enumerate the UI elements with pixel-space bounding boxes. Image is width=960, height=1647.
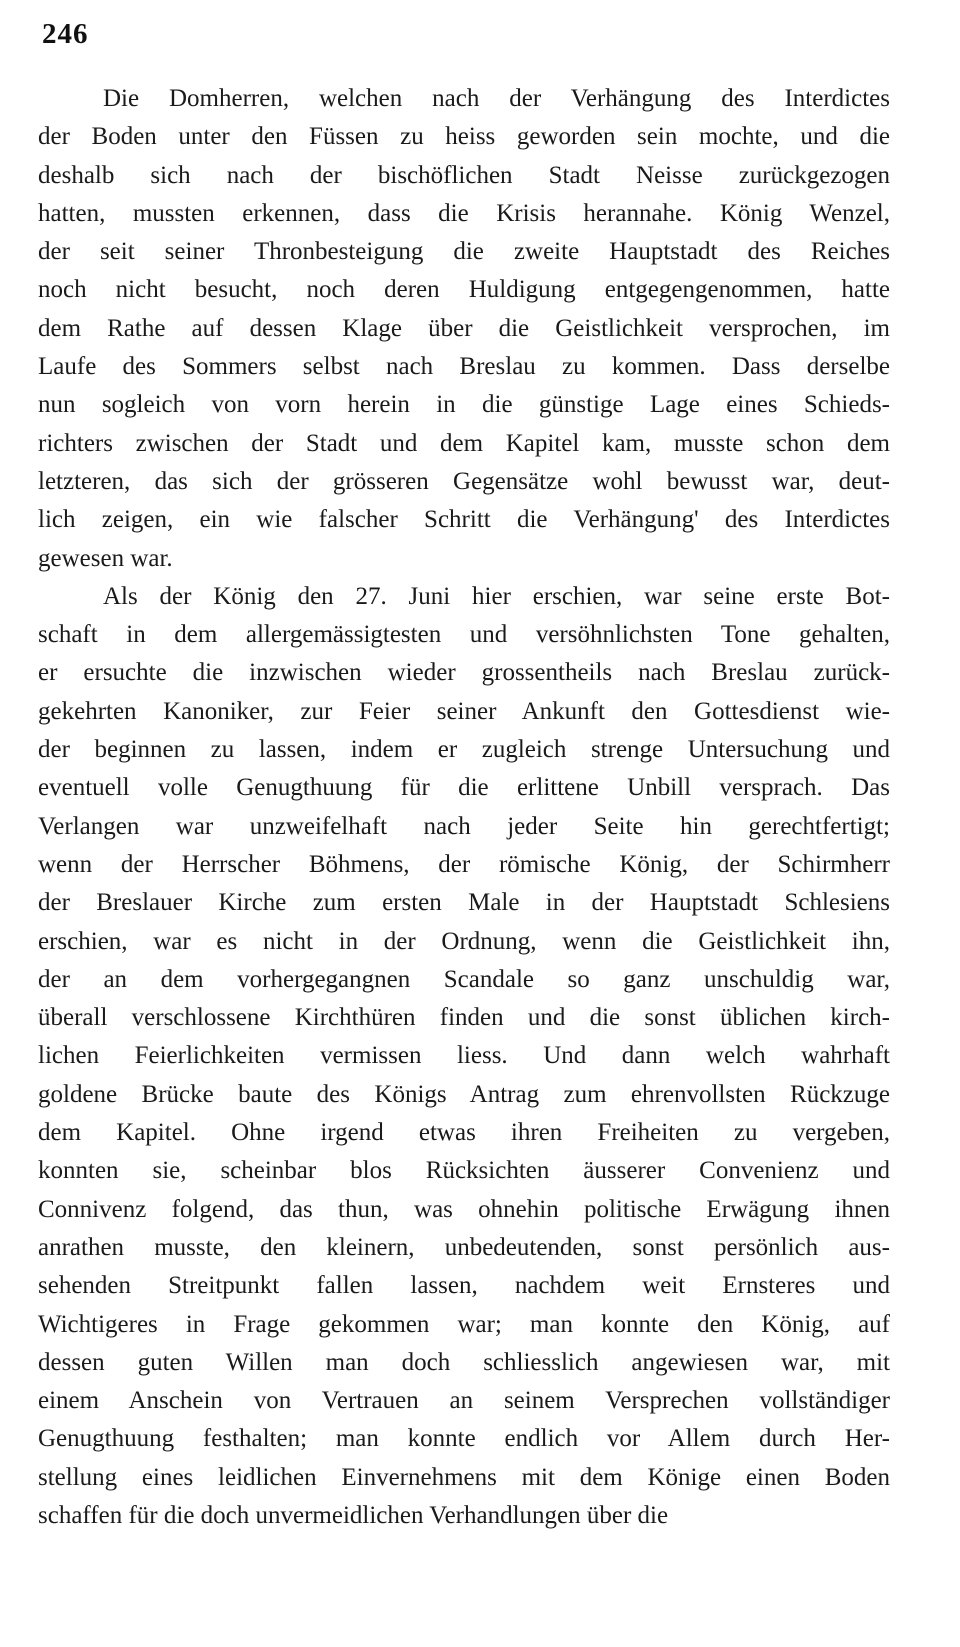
text-line: [38, 1459, 890, 1497]
text-line: [38, 233, 890, 271]
text-line: [38, 693, 890, 731]
text-line: [38, 884, 890, 922]
text-line-content: der seit seiner Thronbesteigung die zweite Hauptstadt des Reiches: [38, 238, 890, 266]
text-line-content: wenn der Herrscher Böhmens, der römische König, der Schirmherr: [38, 850, 890, 878]
text-line-content: goldene Brücke baute des Königs Antrag zum ehrenvollsten Rückzuge: [38, 1080, 890, 1108]
text-line-content: gewesen war.: [38, 544, 173, 572]
body-text: [38, 80, 890, 1535]
text-line: [38, 1152, 890, 1190]
text-line-content: letzteren, das sich der grösseren Gegensätze wohl bewusst war, deut-: [38, 467, 890, 495]
text-line-content: dem Rathe auf dessen Klage über die Geistlichkeit versprochen, im: [38, 314, 890, 342]
text-line-content: hatten, mussten erkennen, dass die Krisis herannahe. König Wenzel,: [38, 199, 890, 227]
text-line-content: Genugthuung festhalten; man konnte endlich vor Allem durch Her-: [38, 1425, 890, 1453]
text-line: [38, 961, 890, 999]
text-line-content: konnten sie, scheinbar blos Rücksichten äusserer Convenienz und: [38, 1157, 890, 1185]
text-line-content: gekehrten Kanoniker, zur Feier seiner Ankunft den Gottesdienst wie-: [38, 697, 890, 725]
text-line: [38, 1306, 890, 1344]
text-line: [38, 310, 890, 348]
text-line: [38, 1344, 890, 1382]
text-line: [38, 999, 890, 1037]
text-line: [38, 923, 890, 961]
text-line: [38, 80, 890, 118]
text-line-content: schaft in dem allergemässigtesten und versöhnlichsten Tone gehalten,: [38, 621, 890, 649]
text-line-content: Wichtigeres in Frage gekommen war; man konnte den König, auf: [38, 1310, 890, 1338]
text-line-content: lichen Feierlichkeiten vermissen liess. Und dann welch wahrhaft: [38, 1042, 890, 1070]
text-line: [38, 540, 890, 578]
text-line: [38, 1382, 890, 1420]
text-line: [38, 1037, 890, 1075]
text-line: [38, 578, 890, 616]
paragraph-2: [38, 578, 890, 1535]
text-line: [38, 425, 890, 463]
text-line-content: Die Domherren, welchen nach der Verhängung des Interdictes: [103, 85, 890, 112]
text-line-content: schaffen für die doch unvermeidlichen Verhandlungen über die: [38, 1501, 669, 1529]
text-line: [38, 118, 890, 156]
text-line-content: Als der König den 27. Juni hier erschien, war seine erste Bot-: [103, 582, 890, 610]
text-line-content: er ersuchte die inzwischen wieder grossentheils nach Breslau zurück-: [38, 659, 890, 687]
text-line: [38, 501, 890, 539]
text-line-content: der Boden unter den Füssen zu heiss geworden sein mochte, und die: [38, 123, 890, 151]
text-line: [38, 348, 890, 386]
text-line: [38, 1191, 890, 1229]
text-line: [38, 846, 890, 884]
text-line-content: deshalb sich nach der bischöflichen Stadt Neisse zurückgezogen: [38, 161, 890, 189]
text-line: [38, 1076, 890, 1114]
text-line-content: stellung eines leidlichen Einvernehmens mit dem Könige einen Boden: [38, 1463, 890, 1491]
text-line-content: noch nicht besucht, noch deren Huldigung entgegengenommen, hatte: [38, 276, 890, 304]
text-line-content: lich zeigen, ein wie falscher Schritt die Verhängung' des Interdictes: [38, 506, 890, 534]
text-line: [38, 1497, 890, 1535]
text-line-content: nun sogleich von vorn herein in die günstige Lage eines Schieds-: [38, 391, 890, 419]
text-line: [38, 1229, 890, 1267]
text-line-content: Connivenz folgend, das thun, was ohnehin politische Erwägung ihnen: [38, 1195, 890, 1223]
text-line-content: anrathen musste, den kleinern, unbedeutenden, sonst persönlich aus-: [38, 1233, 890, 1261]
text-line-content: richters zwischen der Stadt und dem Kapitel kam, musste schon dem: [38, 429, 890, 457]
text-line: [38, 731, 890, 769]
text-line: [38, 463, 890, 501]
text-line-content: der beginnen zu lassen, indem er zugleich strenge Untersuchung und: [38, 736, 890, 764]
text-line: [38, 1267, 890, 1305]
text-line: [38, 157, 890, 195]
text-line-content: der an dem vorhergegangnen Scandale so ganz unschuldig war,: [38, 965, 890, 993]
text-line-content: Laufe des Sommers selbst nach Breslau zu kommen. Dass derselbe: [38, 353, 890, 381]
text-line-content: überall verschlossene Kirchthüren finden und die sonst üblichen kirch-: [38, 1004, 890, 1032]
text-line-content: sehenden Streitpunkt fallen lassen, nachdem weit Ernsteres und: [38, 1272, 890, 1300]
text-line: [38, 271, 890, 309]
text-line-content: Verlangen war unzweifelhaft nach jeder Seite hin gerechtfertigt;: [38, 812, 890, 840]
text-line: [38, 616, 890, 654]
text-line: [38, 769, 890, 807]
text-line: [38, 386, 890, 424]
page-number: 246: [42, 18, 89, 50]
text-line: [38, 808, 890, 846]
text-line-content: erschien, war es nicht in der Ordnung, wenn die Geistlichkeit ihn,: [38, 927, 890, 955]
text-line-content: einem Anschein von Vertrauen an seinem Versprechen vollständiger: [38, 1387, 890, 1415]
text-line-content: eventuell volle Genugthuung für die erlittene Unbill versprach. Das: [38, 774, 890, 802]
text-line-content: dem Kapitel. Ohne irgend etwas ihren Freiheiten zu vergeben,: [38, 1119, 890, 1147]
text-line: [38, 195, 890, 233]
text-line: [38, 1114, 890, 1152]
paragraph-1: [38, 80, 890, 578]
text-line: [38, 1420, 890, 1458]
text-line-content: dessen guten Willen man doch schliesslich angewiesen war, mit: [38, 1348, 890, 1376]
text-line: [38, 654, 890, 692]
text-line-content: der Breslauer Kirche zum ersten Male in der Hauptstadt Schlesiens: [38, 889, 890, 917]
